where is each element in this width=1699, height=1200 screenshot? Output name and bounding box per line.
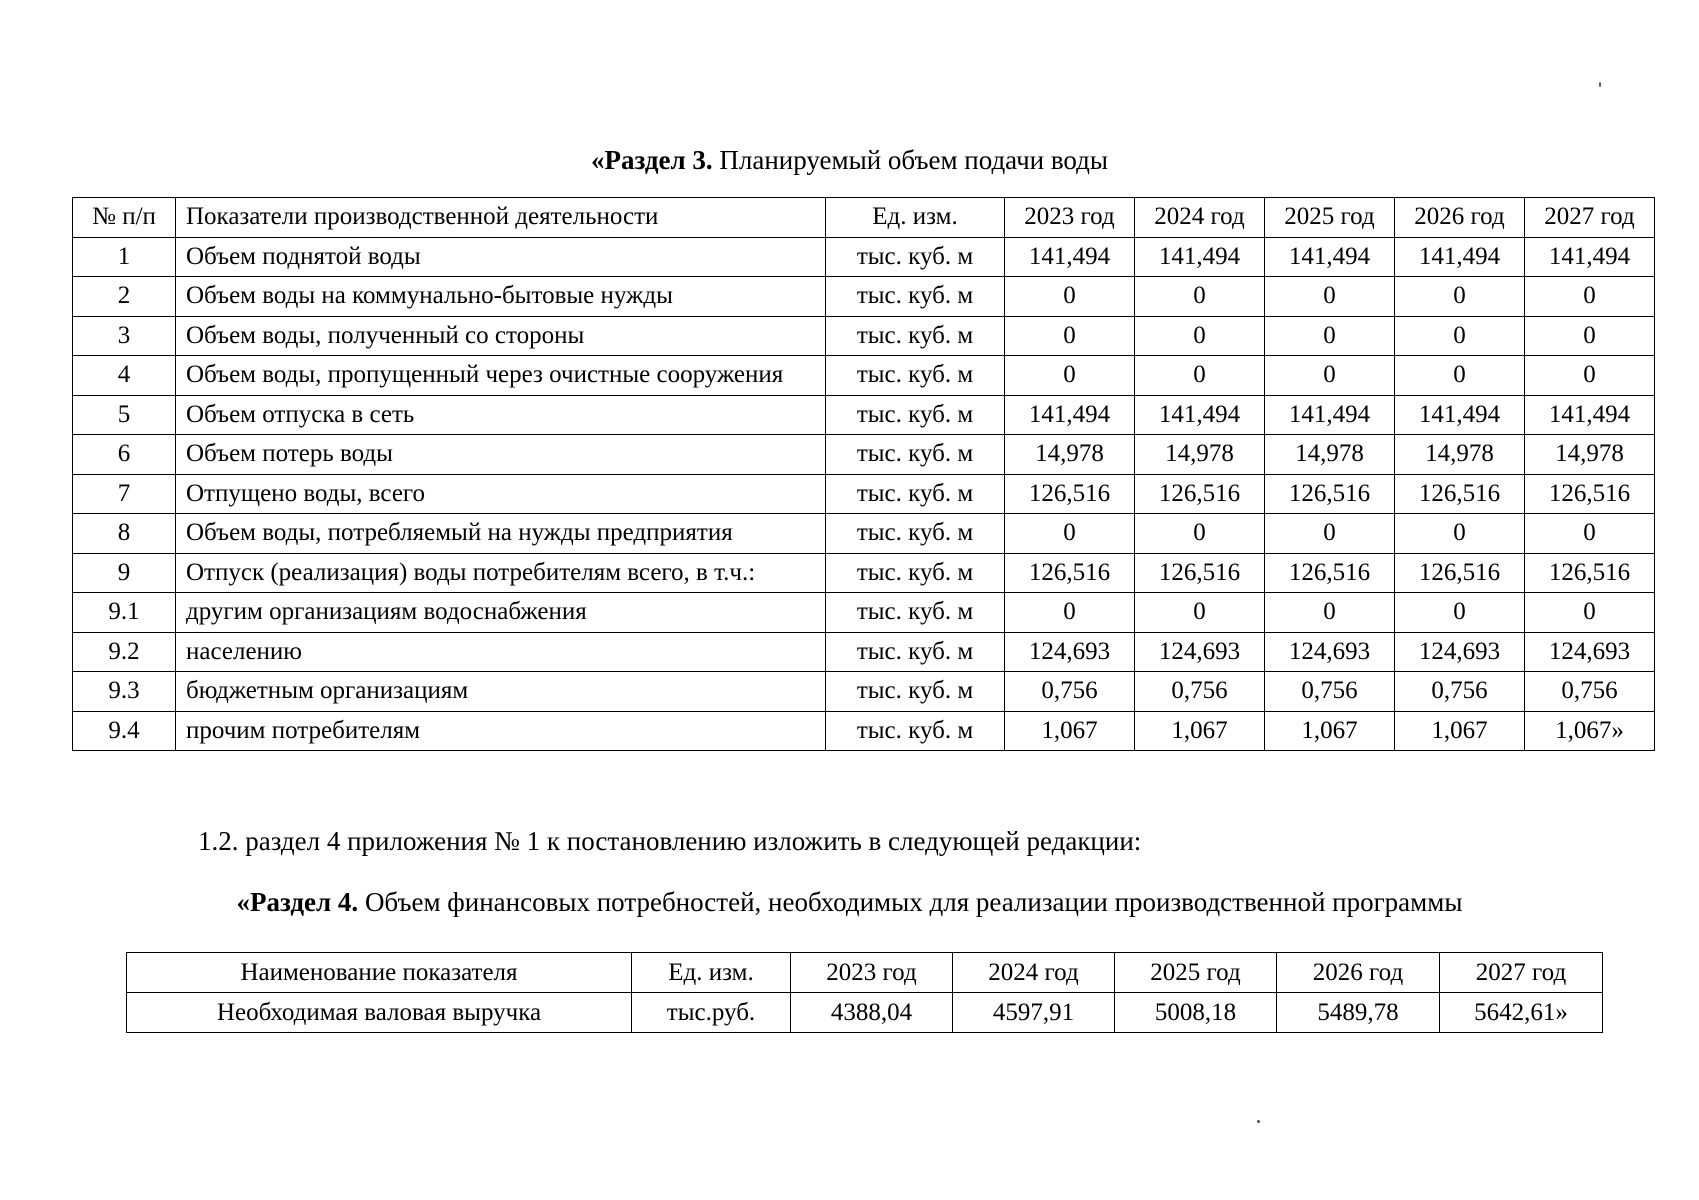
value-cell: 0,756 [1135,672,1265,712]
unit-cell: тыс. куб. м [826,514,1005,554]
value-cell: 0 [1525,277,1655,317]
table-row [73,277,1655,317]
section3-title-bold: «Раздел 3. [590,145,713,175]
value-cell: 124,693 [1005,632,1135,672]
section4-title [0,885,1699,919]
header-num: № п/п [73,198,176,238]
value-cell: 126,516 [1525,553,1655,593]
value-cell: 141,494 [1265,237,1395,277]
value-cell: 0 [1395,356,1525,396]
value-cell: 0,756 [1525,672,1655,712]
row-number: 9.4 [73,711,176,751]
value-cell: 0 [1525,593,1655,633]
indicator-name: Отпуск (реализация) воды потребителям всего, в т.ч.: [176,553,826,593]
unit-cell: тыс. куб. м [826,474,1005,514]
value-cell: 141,494 [1395,395,1525,435]
table-row [73,237,1655,277]
indicator-name: Объем потерь воды [176,435,826,475]
financial-needs-table [126,952,1603,1033]
value-cell: 1,067 [1135,711,1265,751]
table-row [73,474,1655,514]
value-cell: 0 [1395,277,1525,317]
table-row [73,395,1655,435]
value-cell: 126,516 [1005,553,1135,593]
indicator-name: населению [176,632,826,672]
value-cell: 141,494 [1135,237,1265,277]
unit-cell: тыс. куб. м [826,356,1005,396]
indicator-name: другим организациям водоснабжения [176,593,826,633]
row-number: 3 [73,316,176,356]
indicator-name: Объем воды, пропущенный через очистные сооружения [176,356,826,396]
value-cell: 0,756 [1395,672,1525,712]
header-year: 2025 год [1265,198,1395,238]
value-cell: 4388,04 [791,993,953,1033]
value-cell: 124,693 [1525,632,1655,672]
value-cell: 5008,18 [1115,993,1277,1033]
value-cell: 141,494 [1395,237,1525,277]
value-cell: 1,067» [1525,711,1655,751]
unit-cell: тыс.руб. [632,993,791,1033]
value-cell: 126,516 [1395,474,1525,514]
unit-cell: тыс. куб. м [826,316,1005,356]
value-cell: 126,516 [1265,553,1395,593]
value-cell: 14,978 [1525,435,1655,475]
indicator-name: Объем воды на коммунально-бытовые нужды [176,277,826,317]
value-cell: 1,067 [1005,711,1135,751]
value-cell: 124,693 [1265,632,1395,672]
value-cell: 14,978 [1395,435,1525,475]
indicator-name: Необходимая валовая выручка [127,993,632,1033]
table-row [73,553,1655,593]
row-number: 5 [73,395,176,435]
value-cell: 0 [1005,593,1135,633]
table-row [73,435,1655,475]
row-number: 7 [73,474,176,514]
value-cell: 141,494 [1525,237,1655,277]
value-cell: 14,978 [1135,435,1265,475]
table-row [73,356,1655,396]
value-cell: 0 [1135,316,1265,356]
value-cell: 0,756 [1005,672,1135,712]
value-cell: 0 [1395,593,1525,633]
value-cell: 126,516 [1265,474,1395,514]
value-cell: 126,516 [1005,474,1135,514]
header-year: 2023 год [791,953,953,993]
table-row [73,316,1655,356]
indicator-name: Объем поднятой воды [176,237,826,277]
value-cell: 124,693 [1395,632,1525,672]
unit-cell: тыс. куб. м [826,632,1005,672]
header-unit: Ед. изм. [632,953,791,993]
value-cell: 0 [1265,593,1395,633]
value-cell: 0 [1135,356,1265,396]
header-year: 2026 год [1277,953,1440,993]
table-row [73,632,1655,672]
header-year: 2027 год [1440,953,1603,993]
value-cell: 0 [1395,514,1525,554]
paragraph-1-2: 1.2. раздел 4 приложения № 1 к постановлению изложить в следующей редакции: [198,826,1142,856]
water-supply-table-body [73,237,1655,751]
value-cell: 124,693 [1135,632,1265,672]
value-cell: 0 [1005,277,1135,317]
value-cell: 0 [1135,593,1265,633]
value-cell: 141,494 [1135,395,1265,435]
value-cell: 141,494 [1005,237,1135,277]
value-cell: 0 [1135,277,1265,317]
value-cell: 141,494 [1265,395,1395,435]
value-cell: 126,516 [1135,553,1265,593]
value-cell: 126,516 [1525,474,1655,514]
row-number: 6 [73,435,176,475]
value-cell: 14,978 [1265,435,1395,475]
value-cell: 0 [1395,316,1525,356]
value-cell: 0 [1265,277,1395,317]
section4-title-text: Объем финансовых потребностей, необходимых для реализации производственной программы [358,887,1463,917]
unit-cell: тыс. куб. м [826,237,1005,277]
section4-title-bold: «Раздел 4. [236,887,359,917]
unit-cell: тыс. куб. м [826,672,1005,712]
indicator-name: Отпущено воды, всего [176,474,826,514]
value-cell: 0 [1525,514,1655,554]
header-indicator-name: Наименование показателя [127,953,632,993]
row-number: 1 [73,237,176,277]
table-row [73,711,1655,751]
header-year: 2024 год [1135,198,1265,238]
value-cell: 0 [1265,316,1395,356]
value-cell: 1,067 [1265,711,1395,751]
row-number: 2 [73,277,176,317]
section3-title-text: Планируемый объем подачи воды [712,145,1109,175]
value-cell: 4597,91 [953,993,1115,1033]
indicator-name: прочим потребителям [176,711,826,751]
row-number: 4 [73,356,176,396]
unit-cell: тыс. куб. м [826,277,1005,317]
value-cell: 141,494 [1525,395,1655,435]
unit-cell: тыс. куб. м [826,553,1005,593]
value-cell: 5642,61» [1440,993,1603,1033]
indicator-name: Объем отпуска в сеть [176,395,826,435]
row-number: 8 [73,514,176,554]
value-cell: 0 [1525,316,1655,356]
value-cell: 141,494 [1005,395,1135,435]
table-row [127,993,1603,1033]
section3-title [0,143,1699,177]
unit-cell: тыс. куб. м [826,711,1005,751]
scan-speck [1599,82,1601,87]
value-cell: 0,756 [1265,672,1395,712]
value-cell: 0 [1005,356,1135,396]
scan-speck [1257,1120,1260,1123]
header-year: 2025 год [1115,953,1277,993]
value-cell: 126,516 [1135,474,1265,514]
value-cell: 0 [1265,514,1395,554]
table-header-row [127,953,1603,993]
header-unit: Ед. изм. [826,198,1005,238]
header-year: 2027 год [1525,198,1655,238]
header-indicator: Показатели производственной деятельности [176,198,826,238]
indicator-name: бюджетным организациям [176,672,826,712]
value-cell: 0 [1005,316,1135,356]
value-cell: 0 [1265,356,1395,396]
row-number: 9.1 [73,593,176,633]
header-year: 2024 год [953,953,1115,993]
unit-cell: тыс. куб. м [826,435,1005,475]
value-cell: 1,067 [1395,711,1525,751]
table-row [73,514,1655,554]
unit-cell: тыс. куб. м [826,395,1005,435]
unit-cell: тыс. куб. м [826,593,1005,633]
row-number: 9 [73,553,176,593]
indicator-name: Объем воды, полученный со стороны [176,316,826,356]
table-row [73,672,1655,712]
header-year: 2026 год [1395,198,1525,238]
value-cell: 5489,78 [1277,993,1440,1033]
value-cell: 126,516 [1395,553,1525,593]
value-cell: 14,978 [1005,435,1135,475]
water-supply-table [72,197,1655,751]
value-cell: 0 [1135,514,1265,554]
table-header-row [73,198,1655,238]
row-number: 9.3 [73,672,176,712]
value-cell: 0 [1525,356,1655,396]
row-number: 9.2 [73,632,176,672]
indicator-name: Объем воды, потребляемый на нужды предприятия [176,514,826,554]
table-row [73,593,1655,633]
header-year: 2023 год [1005,198,1135,238]
value-cell: 0 [1005,514,1135,554]
